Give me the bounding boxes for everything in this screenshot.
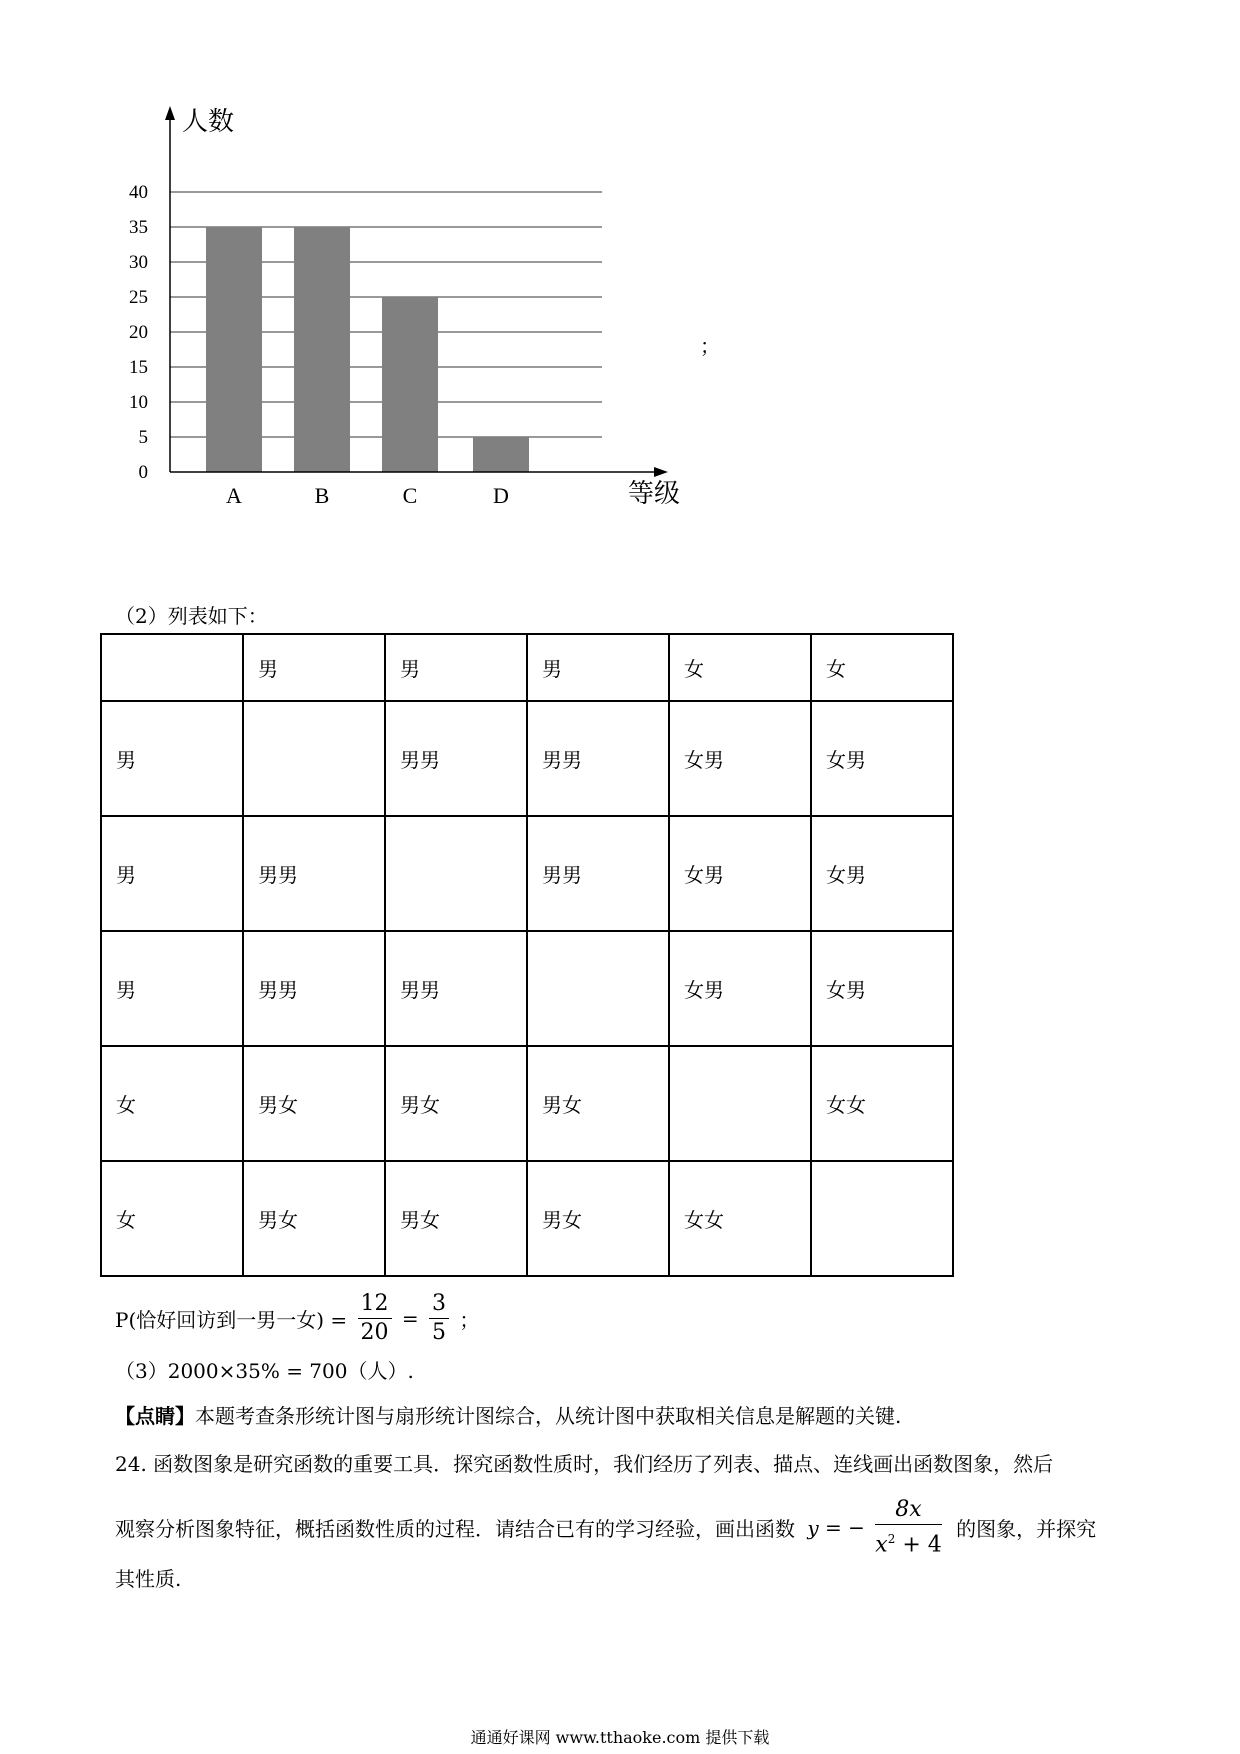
table-cell: 男 [527,634,669,701]
section-2-label: （2）列表如下： [115,604,268,628]
table-cell: 男男 [527,701,669,816]
y-tick-label: 35 [129,217,148,238]
section-3: （3）2000×35% = 700（人）. [115,1359,414,1383]
fraction-12-20 [358,1290,392,1347]
table-cell: 女 [669,634,811,701]
y-tick-label: 15 [129,357,148,378]
question-24-line-2-post: 的图象，并探究 [956,1517,1097,1542]
comment-text: 本题考查条形统计图与扇形统计图综合，从统计图中获取相关信息是解题的关键. [195,1404,902,1428]
x-tick-label-B: B [314,483,330,508]
question-24-line-1: 24. 函数图象是研究函数的重要工具．探究函数性质时，我们经历了列表、描点、连线画出函数图象，然后 [115,1452,1054,1476]
table-cell: 男女 [385,1046,527,1161]
comment-tag: 【点睛】 [115,1404,195,1428]
table-cell: 男男 [243,816,385,931]
table-cell: 男男 [385,701,527,816]
table-cell: 女 [811,634,953,701]
bar-C [382,297,438,472]
table-row [101,816,953,931]
function-numerator: 8x [875,1496,941,1525]
x-axis-arrow [654,467,668,477]
y-tick-label: 40 [129,182,148,203]
table-cell: 男 [101,931,243,1046]
table-cell [385,816,527,931]
y-axis-arrow [165,106,175,120]
equals-sign: = [401,1306,419,1331]
table-cell: 女女 [811,1046,953,1161]
table-cell: 男 [101,701,243,816]
table-cell: 男女 [527,1161,669,1276]
fraction-numerator: 12 [358,1290,392,1319]
y-tick-label: 20 [129,322,148,343]
table-cell: 女 [101,1046,243,1161]
table-cell: 女 [101,1161,243,1276]
fraction-3-5 [429,1290,449,1347]
outcome-table [100,633,954,1277]
fraction-numerator: 3 [429,1290,449,1319]
chart-x-ticks [226,483,509,508]
y-tick-label: 5 [138,427,148,448]
table-row [101,701,953,816]
probability-suffix: ； [459,1308,480,1332]
table-cell: 男 [243,634,385,701]
denominator-rest: + 4 [895,1532,942,1558]
table-cell: 女男 [811,931,953,1046]
table-cell: 男男 [385,931,527,1046]
table-cell: 男女 [527,1046,669,1161]
table-cell: 女男 [669,701,811,816]
comment-line [115,1400,901,1429]
y-tick-label: 10 [129,392,148,413]
table-cell [243,701,385,816]
bar-B [294,227,350,472]
table-row [101,1046,953,1161]
denominator-exponent: 2 [887,1532,896,1546]
bar-A [206,227,262,472]
x-axis-label: 等级 [628,479,681,508]
table-cell [669,1046,811,1161]
page-footer: 通通好课网 www.tthaoke.com 提供下载 [470,1728,770,1747]
y-tick-label: 0 [138,462,148,483]
chart-bars [206,227,529,472]
table-row [101,931,953,1046]
table-cell: 女女 [669,1161,811,1276]
question-24-line-2 [115,1496,1096,1559]
question-24-line-2-pre: 观察分析图象特征，概括函数性质的过程．请结合已有的学习经验，画出函数 [115,1517,795,1542]
table-cell: 女男 [811,816,953,931]
table-cell: 男男 [527,816,669,931]
table-cell: 男女 [385,1161,527,1276]
function-fraction [875,1496,941,1559]
x-tick-label-A: A [226,483,242,508]
table-cell: 女男 [669,931,811,1046]
table-cell [101,634,243,701]
fraction-denominator: 5 [432,1320,447,1345]
table-row [101,1161,953,1276]
table-cell [811,1161,953,1276]
chart-y-ticks [129,182,148,483]
function-denominator [875,1525,941,1559]
bar-chart [120,100,720,580]
table-cell: 男男 [243,931,385,1046]
table-cell: 女男 [811,701,953,816]
denominator-x: x [875,1532,888,1558]
table-header-row [101,634,953,701]
fraction-denominator: 20 [360,1320,389,1345]
y-tick-label: 30 [129,252,148,273]
probability-formula [115,1290,479,1347]
table-cell: 男 [101,816,243,931]
table-cell: 男 [385,634,527,701]
probability-prefix: P(恰好回访到一男一女) = [115,1308,348,1332]
math-y: y [807,1515,819,1540]
y-axis-label: 人数 [182,107,235,136]
question-24-line-3: 其性质. [115,1567,182,1591]
y-tick-label: 25 [129,287,148,308]
math-eq-minus: = − [825,1515,865,1540]
table-cell: 男女 [243,1161,385,1276]
bar-D [473,437,529,472]
x-tick-label-C: C [402,483,418,508]
table-cell: 女男 [669,816,811,931]
table-cell [527,931,669,1046]
x-tick-label-D: D [493,483,509,508]
table-cell: 男女 [243,1046,385,1161]
chart-semicolon: ； [700,334,720,358]
